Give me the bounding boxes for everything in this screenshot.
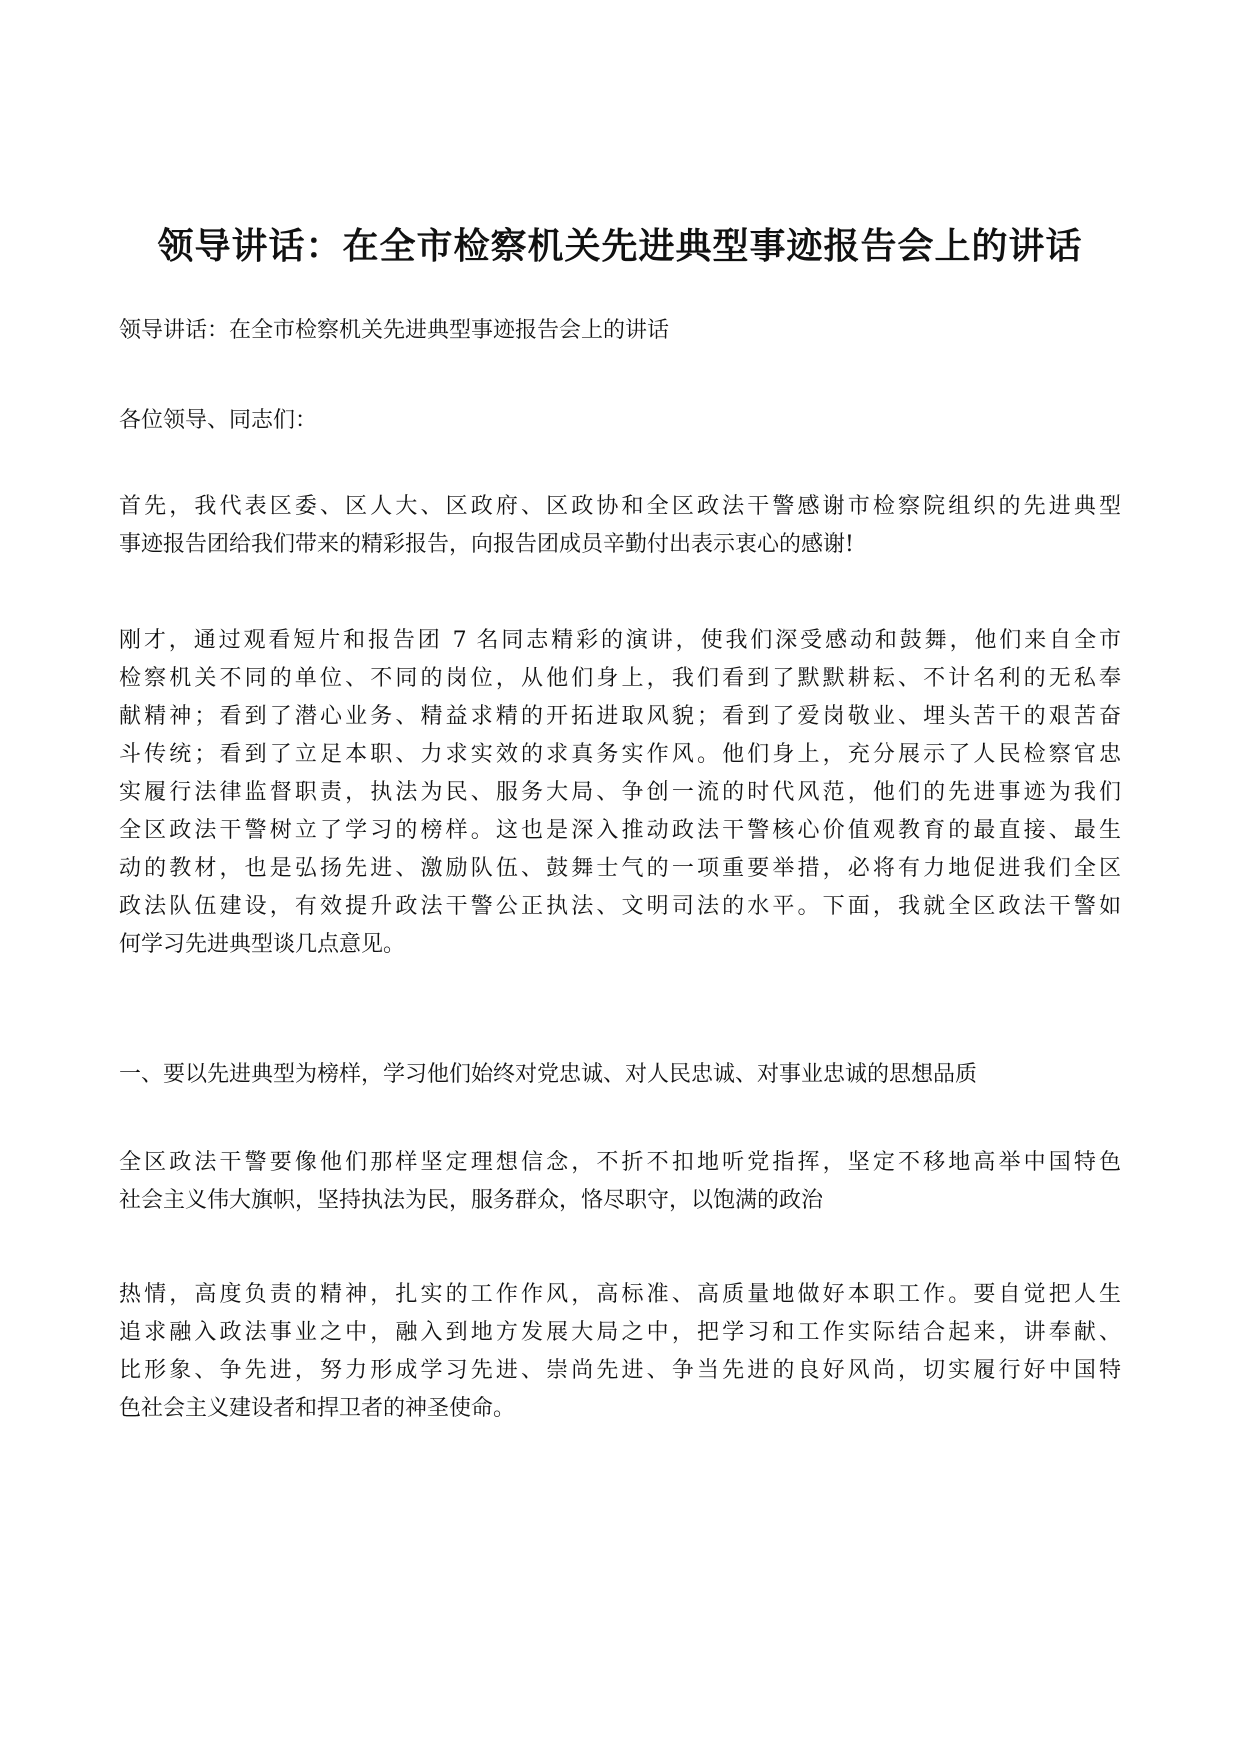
paragraph-line: 政法队伍建设，有效提升政法干警公正执法、文明司法的水平。下面，我就全区政法干警如	[119, 894, 1121, 919]
paragraph-line: 追求融入政法事业之中，融入到地方发展大局之中，把学习和工作实际结合起来，讲奉献、	[119, 1320, 1121, 1345]
paragraph-enthusiasm	[119, 1276, 1121, 1428]
salutation: 各位领导、同志们：	[119, 408, 318, 433]
paragraph-loyalty	[119, 1144, 1121, 1220]
paragraph-line: 比形象、争先进，努力形成学习先进、崇尚先进、争当先进的良好风尚，切实履行好中国特	[119, 1358, 1121, 1383]
paragraph-line: 事迹报告团给我们带来的精彩报告，向报告团成员辛勤付出表示衷心的感谢!	[119, 532, 854, 557]
paragraph-line: 全区政法干警树立了学习的榜样。这也是深入推动政法干警核心价值观教育的最直接、最生	[119, 818, 1121, 843]
paragraph-line: 斗传统；看到了立足本职、力求实效的求真务实作风。他们身上，充分展示了人民检察官忠	[119, 742, 1121, 767]
paragraph-line: 色社会主义建设者和捍卫者的神圣使命。	[119, 1396, 516, 1421]
subtitle-line: 领导讲话：在全市检察机关先进典型事迹报告会上的讲话	[119, 318, 670, 343]
paragraph-line: 全区政法干警要像他们那样坚定理想信念，不折不扣地听党指挥，坚定不移地高举中国特色	[119, 1150, 1121, 1175]
paragraph-line: 献精神；看到了潜心业务、精益求精的开拓进取风貌；看到了爱岗敬业、埋头苦干的艰苦奋	[119, 704, 1121, 729]
paragraph-line: 检察机关不同的单位、不同的岗位，从他们身上，我们看到了默默耕耘、不计名利的无私奉	[119, 666, 1121, 691]
paragraph-report	[119, 622, 1121, 964]
paragraph-line: 热情，高度负责的精神，扎实的工作作风，高标准、高质量地做好本职工作。要自觉把人生	[119, 1282, 1121, 1307]
paragraph-line: 刚才，通过观看短片和报告团 7 名同志精彩的演讲，使我们深受感动和鼓舞，他们来自全市	[119, 628, 1121, 653]
document-title: 领导讲话：在全市检察机关先进典型事迹报告会上的讲话	[157, 226, 1083, 267]
paragraph-line: 社会主义伟大旗帜，坚持执法为民，服务群众，恪尽职守，以饱满的政治	[119, 1188, 824, 1213]
paragraph-line: 首先，我代表区委、区人大、区政府、区政协和全区政法干警感谢市检察院组织的先进典型	[119, 494, 1121, 519]
paragraph-thanks	[119, 488, 1121, 564]
paragraph-line: 动的教材，也是弘扬先进、激励队伍、鼓舞士气的一项重要举措，必将有力地促进我们全区	[119, 856, 1121, 881]
paragraph-line: 实履行法律监督职责，执法为民、服务大局、争创一流的时代风范，他们的先进事迹为我们	[119, 780, 1121, 805]
section-heading-1: 一、要以先进典型为榜样，学习他们始终对党忠诚、对人民忠诚、对事业忠诚的思想品质	[119, 1062, 978, 1087]
paragraph-line: 何学习先进典型谈几点意见。	[119, 932, 406, 957]
